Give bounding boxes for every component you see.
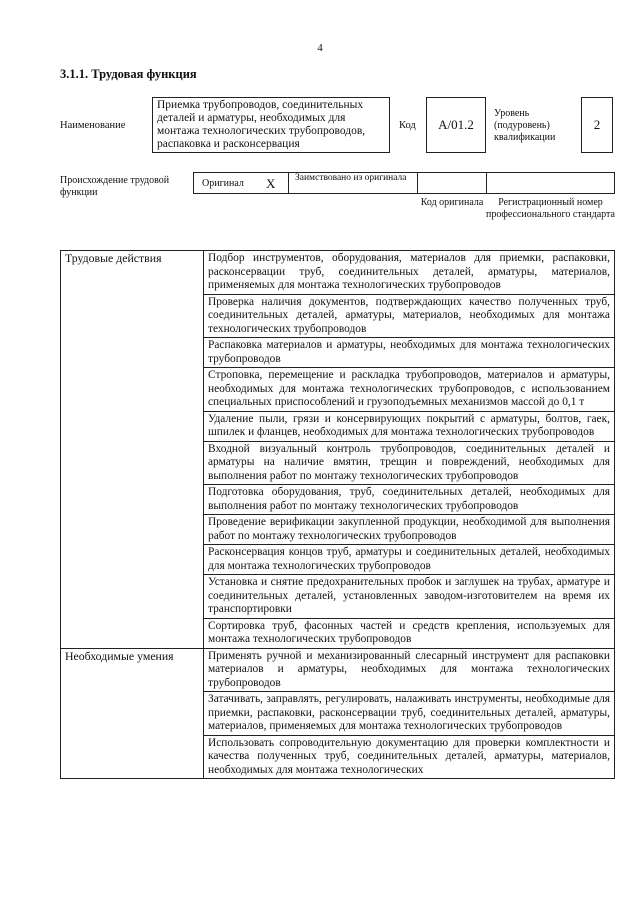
labor-actions-title: Трудовые действия [61, 251, 204, 649]
skill-item: Использовать сопроводительную документацию для проверки комплектности и качества полученных труб, соединительных деталей, арматуры, материалов, необходимых для монтажа технологических [204, 735, 615, 779]
origin-code-caption: Код оригинала [420, 197, 484, 208]
borrowed-cell [288, 172, 418, 194]
table-row [61, 648, 615, 692]
labor-action-item: Установка и снятие предохранительных пробок и заглушек на трубах, арматуре и соединительных деталей, установленных заводом-изготовителем на время их транспортировки [204, 575, 615, 619]
code-label: Код [399, 120, 416, 131]
labor-action-item: Сортировка труб, фасонных частей и средств крепления, используемых для монтажа технологических трубопроводов [204, 618, 615, 648]
level-value-box [581, 97, 613, 153]
labor-action-item: Распаковка материалов и арматуры, необходимых для монтажа технологических трубопроводов [204, 338, 615, 368]
skill-item: Применять ручной и механизированный слесарный инструмент для распаковки материалов и арматуры, необходимых для монтажа технологических трубопроводов [204, 648, 615, 692]
labor-action-item: Расконсервация концов труб, арматуры и соединительных деталей, необходимых для монтажа технологических трубопроводов [204, 545, 615, 575]
page-number: 4 [317, 42, 323, 54]
labor-action-item: Строповка, перемещение и раскладка трубопроводов, материалов и арматуры, необходимых для монтажа технологических трубопроводов, с использованием специальных приспособлений и грузоподъемных механизмов массой до 0,1 т [204, 368, 615, 412]
level-value: 2 [593, 117, 601, 132]
name-value: Приемка трубопроводов, соединительных деталей и арматуры, необходимых для монтажа технологических трубопроводов, распаковка и расконсервация [157, 99, 366, 150]
origin-label: Происхождение трудовой функции [60, 175, 170, 198]
name-label: Наименование [60, 120, 126, 131]
original-cell [193, 172, 289, 194]
labor-action-item: Входной визуальный контроль трубопроводов, соединительных деталей и арматуры на наличие вмятин, трещин и повреждений, необходимых для выполнения работ по монтажу технологических трубопроводов [204, 441, 615, 485]
origin-reg-cell [486, 172, 615, 194]
origin-reg-caption: Регистрационный номер профессионального стандарта [486, 197, 615, 220]
labor-action-item: Удаление пыли, грязи и консервирующих покрытий с арматуры, болтов, гаек, шпилек и фланцев, необходимых для монтажа технологических трубопроводов [204, 411, 615, 441]
skills-title: Необходимые умения [61, 648, 204, 779]
labor-action-item: Проверка наличия документов, подтверждающих качество полученных труб, соединительных деталей, арматуры, материалов, необходимых для монтажа технологических трубопроводов [204, 294, 615, 338]
code-value: A/01.2 [438, 117, 474, 132]
table-row [61, 251, 615, 295]
labor-action-item: Проведение верификации закупленной продукции, необходимой для выполнения работ по монтажу технологических трубопроводов [204, 515, 615, 545]
code-value-box [426, 97, 486, 153]
origin-code-cell [417, 172, 487, 194]
level-label: Уровень (подуровень) квалификации [494, 108, 556, 143]
labor-action-item: Подготовка оборудования, труб, соединительных деталей, необходимых для выполнения работ по монтажу технологических трубопроводов [204, 485, 615, 515]
section-title: 3.1.1. Трудовая функция [60, 67, 197, 81]
borrowed-label: Заимствовано из оригинала [295, 173, 407, 183]
skill-item: Затачивать, заправлять, регулировать, налаживать инструменты, необходимые для приемки, распаковки, расконсервации труб, соединительных деталей, арматуры, материалов, применяемых для монтажа технологических трубопроводов [204, 692, 615, 736]
name-value-box [152, 97, 390, 153]
function-table [60, 250, 615, 779]
labor-action-item: Подбор инструментов, оборудования, материалов для приемки, распаковки, расконсервации труб, соединительных деталей, арматуры, материалов, применяемых для монтажа технологических трубопроводов [204, 251, 615, 295]
original-mark: X [266, 176, 276, 191]
original-label: Оригинал [202, 178, 244, 189]
